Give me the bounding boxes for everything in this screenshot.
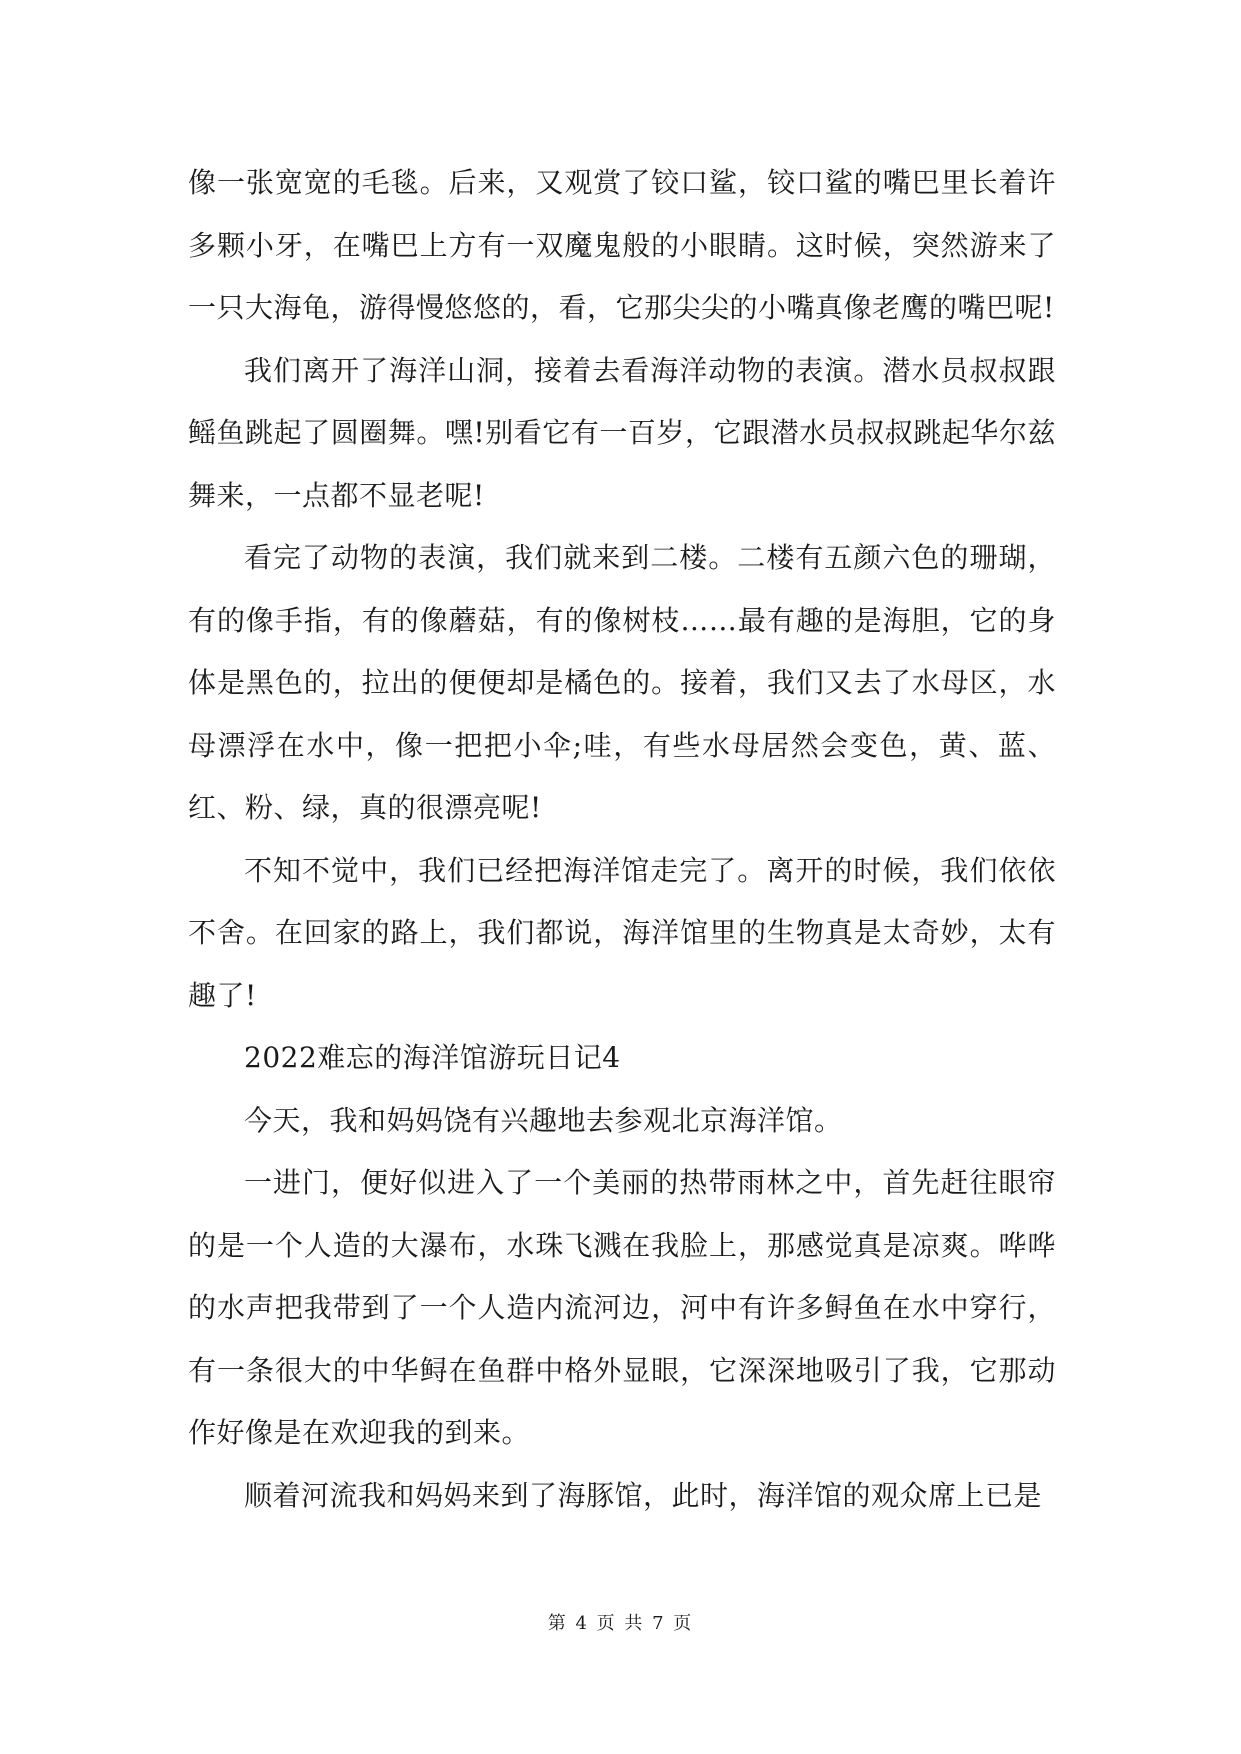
paragraph-3: 看完了动物的表演，我们就来到二楼。二楼有五颜六色的珊瑚，有的像手指，有的像蘑菇，有的像树枝……最有趣的是海胆，它的身体是黑色的，拉出的便便却是橘色的。接着，我们又去了水母区，水母漂浮在水中，像一把把小伞;哇，有些水母居然会变色，黄、蓝、红、粉、绿，真的很漂亮呢! bbox=[188, 541, 1056, 824]
paragraph-2: 我们离开了海洋山洞，接着去看海洋动物的表演。潜水员叔叔跟鳐鱼跳起了圆圈舞。嘿!别看它有一百岁，它跟潜水员叔叔跳起华尔兹舞来，一点都不显老呢! bbox=[188, 353, 1056, 512]
paragraph-1: 像一张宽宽的毛毯。后来，又观赏了铰口鲨，铰口鲨的嘴巴里长着许多颗小牙，在嘴巴上方有一双魔鬼般的小眼睛。这时候，突然游来了一只大海龟，游得慢悠悠的，看，它那尖尖的小嘴真像老鹰的嘴巴呢! bbox=[188, 166, 1056, 324]
paragraph-6: 一进门，便好似进入了一个美丽的热带雨林之中，首先赶往眼帘的是一个人造的大瀑布，水珠飞溅在我脸上，那感觉真是凉爽。哗哗的水声把我带到了一个人造内流河边，河中有许多鲟鱼在水中穿行，有一条很大的中华鲟在鱼群中格外显眼，它深深地吸引了我，它那动作好像是在欢迎我的到来。 bbox=[188, 1166, 1056, 1449]
section-heading: 2022难忘的海洋馆游玩日记4 bbox=[244, 1041, 621, 1074]
paragraph-7: 顺着河流我和妈妈来到了海豚馆，此时，海洋馆的观众席上已是 bbox=[244, 1478, 1043, 1512]
document-body bbox=[188, 152, 1056, 1527]
page-footer bbox=[0, 1612, 1241, 1636]
page-number-label: 第 4 页 共 7 页 bbox=[547, 1613, 694, 1634]
paragraph-5: 今天，我和妈妈饶有兴趣地去参观北京海洋馆。 bbox=[244, 1103, 843, 1137]
paragraph-4: 不知不觉中，我们已经把海洋馆走完了。离开的时候，我们依依不舍。在回家的路上，我们都说，海洋馆里的生物真是太奇妙，太有趣了! bbox=[188, 853, 1056, 1012]
